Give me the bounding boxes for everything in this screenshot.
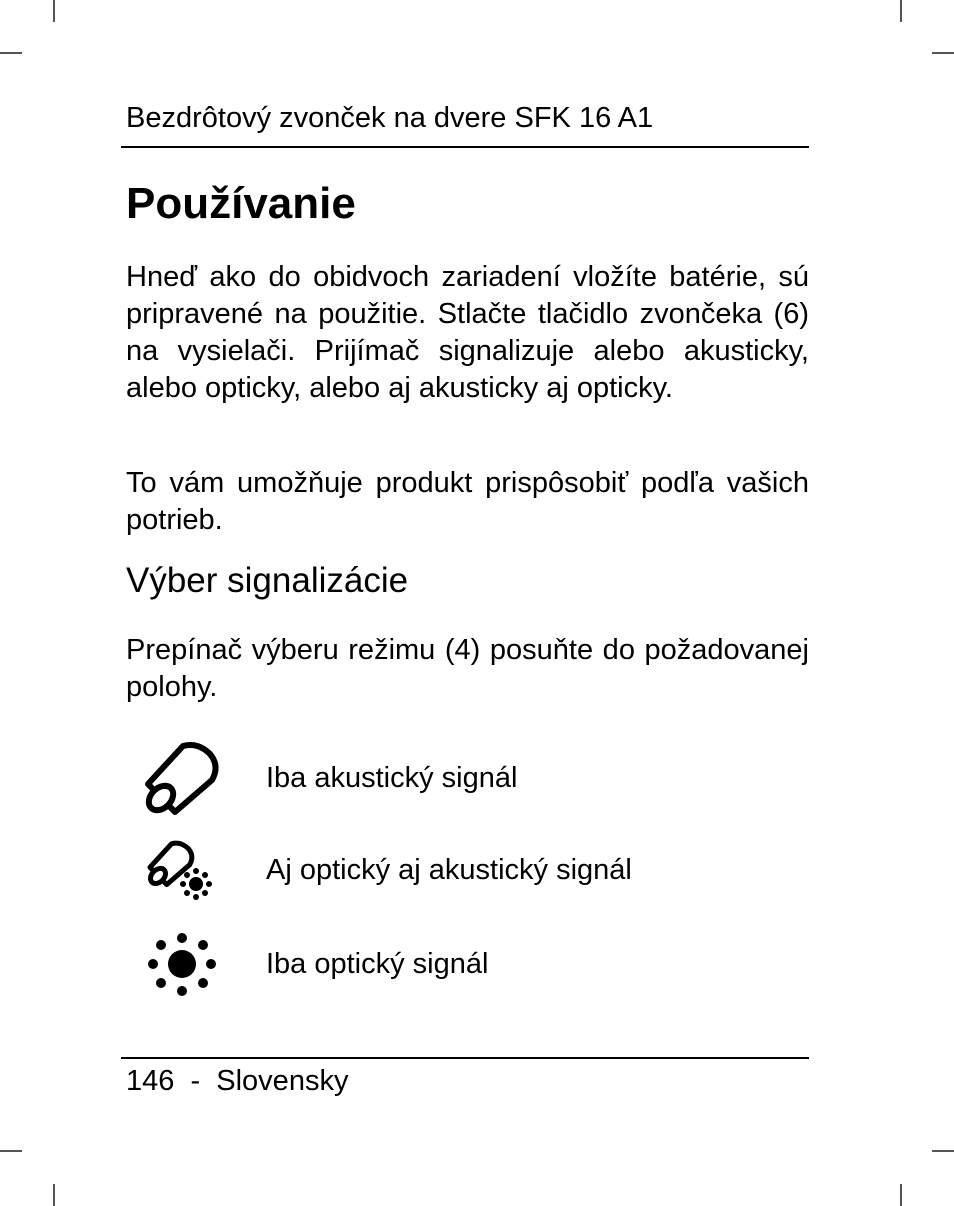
paragraph-intro: Hneď ako do obidvoch zariadení vložíte batérie, sú pripravené na použitie. Stlačte tlačidlo zvončeka (6) na vysielači. Prijímač signalizuje alebo akusticky, alebo opticky, alebo aj akusticky aj opticky. xyxy=(126,261,809,404)
subsection-title: Výber signalizácie xyxy=(126,561,409,600)
crop-mark xyxy=(932,1150,954,1152)
header-rule xyxy=(121,146,809,148)
crop-mark xyxy=(53,0,55,22)
bell-and-light-icon xyxy=(140,836,224,916)
footer-rule xyxy=(121,1057,809,1059)
crop-mark xyxy=(900,0,902,22)
mode-label: Iba akustický signál xyxy=(266,762,518,794)
crop-mark xyxy=(932,52,954,54)
running-header: Bezdrôtový zvonček na dvere SFK 16 A1 xyxy=(126,102,654,134)
light-icon xyxy=(140,928,224,1008)
crop-mark xyxy=(900,1184,902,1206)
section-title: Používanie xyxy=(126,179,356,228)
mode-label: Iba optický signál xyxy=(266,948,489,980)
paragraph-customize: To vám umožňuje produkt prispôsobiť podľa vašich potrieb. xyxy=(126,467,809,536)
page-footer: 146 - Slovensky xyxy=(126,1065,349,1097)
crop-mark xyxy=(53,1184,55,1206)
bell-icon xyxy=(140,740,224,820)
mode-item-acoustic xyxy=(140,740,810,820)
mode-item-optical xyxy=(140,928,810,1008)
paragraph-switch: Prepínač výberu režimu (4) posuňte do požadovanej polohy. xyxy=(126,634,809,703)
crop-mark xyxy=(0,52,22,54)
mode-label: Aj optický aj akustický signál xyxy=(266,854,632,886)
crop-mark xyxy=(0,1150,22,1152)
mode-item-both xyxy=(140,836,810,916)
